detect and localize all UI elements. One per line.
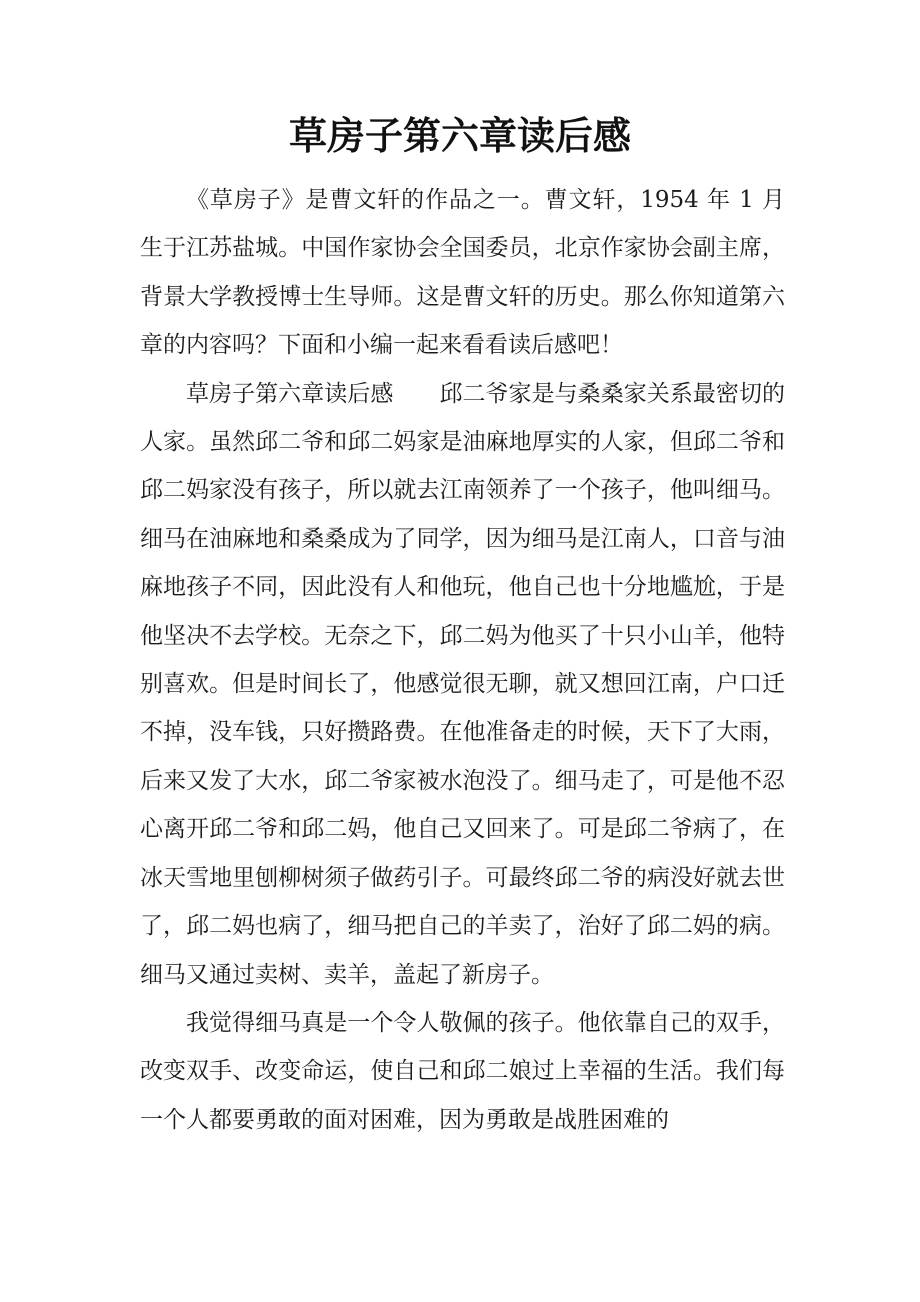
paragraph-summary: 草房子第六章读后感 邱二爷家是与桑桑家关系最密切的人家。虽然邱二爷和邱二妈家是油麻地厚实的人家，但邱二爷和邱二妈家没有孩子，所以就去江南领养了一个孩子，他叫细马。细马在油麻地和桑桑成为了同学，因为细马是江南人，口音与油麻地孩子不同，因此没有人和他玩，他自己也十分地尴尬，于是他坚决不去学校。无奈之下，邱二妈为他买了十只小山羊，他特别喜欢。但是时间长了，他感觉很无聊，就又想回江南，户口迁不掉，没车钱，只好攒路费。在他准备走的时候，天下了大雨，后来又发了大水，邱二爷家被水泡没了。细马走了，可是他不忍心离开邱二爷和邱二妈，他自己又回来了。可是邱二爷病了，在冰天雪地里刨柳树须子做药引子。可最终邱二爷的病没好就去世了，邱二妈也病了，细马把自己的羊卖了，治好了邱二妈的病。细马又通过卖树、卖羊，盖起了新房子。 [140, 380, 785, 988]
document-body [140, 176, 785, 1144]
document-title: 草房子第六章读后感 [288, 114, 631, 158]
paragraph-reflection: 我觉得细马真是一个令人敬佩的孩子。他依靠自己的双手，改变双手、改变命运，使自己和邱二娘过上幸福的生活。我们每一个人都要勇敢的面对困难，因为勇敢是战胜困难的 [140, 1009, 785, 1133]
paragraph-intro: 《草房子》是曹文轩的作品之一。曹文轩，1954 年 1 月生于江苏盐城。中国作家协会全国委员，北京作家协会副主席，背景大学教授博士生导师。这是曹文轩的历史。那么你知道第六章的内容吗？下面和小编一起来看看读后感吧！ [140, 187, 785, 359]
